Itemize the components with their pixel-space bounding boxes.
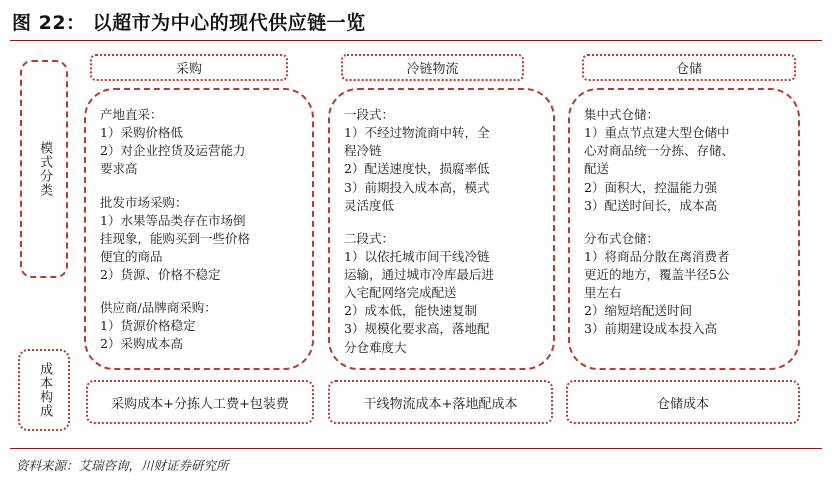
panel-cold-chain (328, 88, 555, 370)
purchase-group-origin (100, 106, 300, 179)
text-line: 2）成本低，能快速复制 (344, 303, 477, 319)
text-line: 2）面积大，控温能力强 (584, 179, 717, 195)
text-line: 3）前期投入成本高，模式 (344, 179, 490, 195)
storage-group-centralized (584, 106, 786, 215)
figure-title: 图 22： 以超市为中心的现代供应链一览 (12, 12, 366, 34)
text-line: 1）不经过物流商中转，全 (344, 125, 490, 141)
text-line: 1）水果等品类存在市场倒 (100, 212, 246, 228)
text-line: 一段式： (344, 107, 395, 122)
text-line: 灵活度低 (344, 197, 395, 213)
panel-purchase (84, 88, 314, 370)
text-line: 入宅配网络完成配送 (344, 285, 457, 301)
text-line: 分仓难度大 (344, 339, 407, 355)
source-note: 资料来源：艾瑞咨询，川财证券研究所 (16, 458, 229, 473)
text-line: 2）对企业控货及运营能力 (100, 143, 246, 159)
text-line: 挂现象，能购买到一些价格 (100, 230, 251, 246)
mode-label-box (20, 60, 68, 278)
text-line: 里左右 (584, 285, 622, 301)
text-line: 1）货源价格稳定 (100, 318, 196, 334)
cost-storage: 仓储成本 (566, 380, 800, 424)
text-line: 1）以依托城市间干线冷链 (344, 248, 490, 264)
text-line: 供应商/品牌商采购： (100, 300, 217, 316)
panel-storage (568, 88, 800, 370)
title-rule (10, 40, 822, 41)
cost-label: 成本构成 (37, 362, 53, 418)
text-line: 二段式： (344, 230, 395, 246)
text-line: 更近的地方，覆盖半径5公 (584, 267, 730, 282)
text-line: 2）采购成本高 (100, 336, 183, 352)
header-purchase: 采购 (90, 54, 288, 81)
text-line: 2）缩短培配送时间 (584, 303, 692, 319)
cost-purchase: 采购成本+分拣人工费+包装费 (86, 380, 314, 424)
text-line: 3）配送时间长，成本高 (584, 197, 717, 213)
text-line: 2）配送速度快，损腐率低 (344, 161, 490, 177)
footer-rule (10, 448, 822, 449)
text-line: 便宜的商品 (100, 248, 163, 264)
mode-label: 模式分类 (37, 141, 53, 197)
purchase-group-supplier (100, 299, 300, 353)
text-line: 3）前期建设成本投入高 (584, 321, 717, 337)
text-line: 批发市场采购： (100, 194, 188, 210)
text-line: 3）规模化要求高，落地配 (344, 321, 490, 337)
text-line: 2）货源、价格不稳定 (100, 267, 221, 282)
text-line: 运输，通过城市冷库最后进 (344, 267, 495, 282)
text-line: 要求高 (100, 161, 138, 177)
cost-label-box (18, 349, 70, 431)
purchase-group-wholesale (100, 194, 300, 285)
storage-group-distributed (584, 230, 786, 339)
cold-chain-group-one-stage (344, 106, 541, 215)
text-line: 集中式仓储： (584, 107, 660, 122)
text-line: 分布式仓储： (584, 230, 660, 246)
header-cold-chain: 冷链物流 (341, 54, 524, 81)
text-line: 心对商品统一分拣、存储、 (584, 143, 735, 159)
text-line: 产地直采： (100, 107, 163, 122)
text-line: 1）将商品分散在离消费者 (584, 248, 730, 264)
cost-cold-chain: 干线物流成本+落地配成本 (328, 380, 553, 424)
header-storage: 仓储 (582, 54, 796, 81)
text-line: 配送 (584, 161, 610, 177)
cold-chain-group-two-stage (344, 230, 541, 357)
text-line: 1）采购价格低 (100, 125, 183, 141)
text-line: 1）重点节点建大型仓储中 (584, 125, 730, 141)
text-line: 程冷链 (344, 143, 382, 159)
